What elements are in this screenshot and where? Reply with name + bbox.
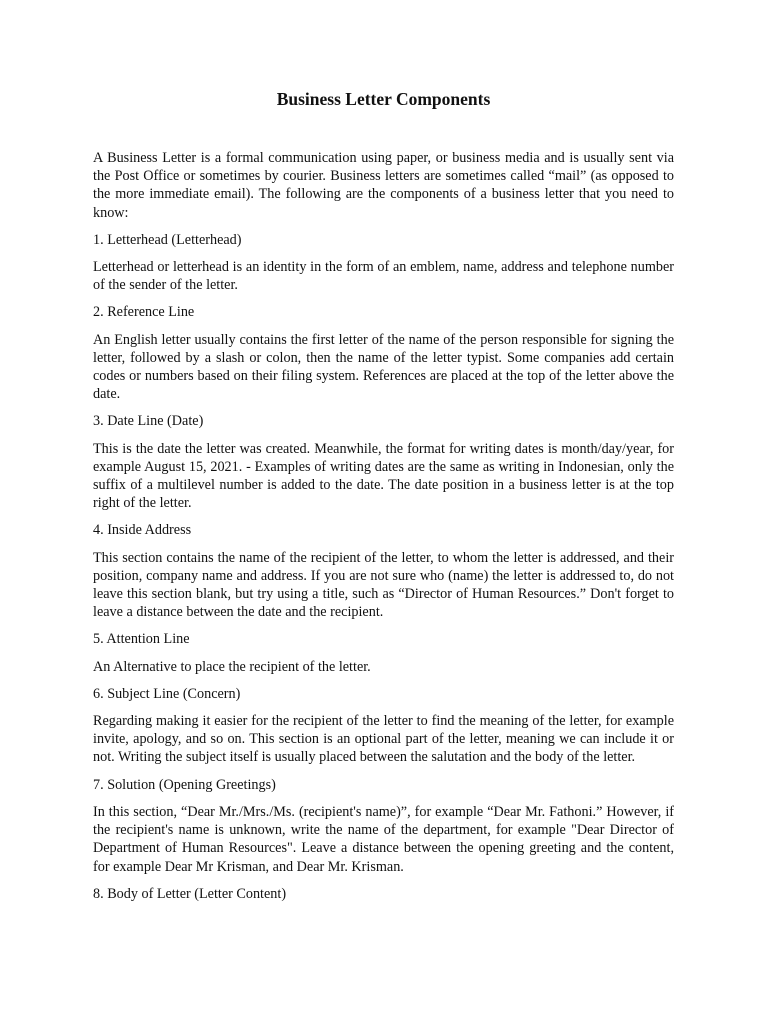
section-heading-reference-line: 2. Reference Line [93, 304, 195, 321]
section-heading-body-of-letter: 8. Body of Letter (Letter Content) [93, 885, 287, 902]
section-heading-letterhead: 1. Letterhead (Letterhead) [93, 231, 242, 248]
section-heading-opening-greetings: 7. Solution (Opening Greetings) [93, 776, 276, 793]
section-paragraph-inside-address: This section contains the name of the recipient of the letter, to whom the letter is addressed, and their position, company name and address. If you are not sure who (name) the letter is addressed to, do not leave this section blank, but try using a title, such as “Director of Human Resources.” Don't forget to leave a distance between the date and the recipient. [93, 549, 674, 621]
section-paragraph-reference-line: An English letter usually contains the first letter of the name of the person responsible for signing the letter, followed by a slash or colon, then the name of the letter typist. Some companies add certain codes or numbers based on their filing system. References are placed at the top of the letter above the date. [93, 331, 674, 403]
section-heading-inside-address: 4. Inside Address [93, 522, 192, 539]
section-paragraph-attention-line: An Alternative to place the recipient of the letter. [93, 658, 371, 675]
section-paragraph-subject-line: Regarding making it easier for the recipient of the letter to find the meaning of the letter, for example invite, apology, and so on. This section is an optional part of the letter, meaning we can include it or not. Writing the subject itself is usually placed between the salutation and the body of the letter. [93, 713, 674, 766]
section-paragraph-opening-greetings: In this section, “Dear Mr./Mrs./Ms. (recipient's name)”, for example “Dear Mr. Fathoni.” However, if the recipient's name is unknown, write the name of the department, for example "Dear Director of Department of Human Resources". Leave a distance between the opening greeting and the content, for example Dear Mr Krisman, and Dear Mr. Krisman. [93, 803, 674, 875]
section-heading-attention-line: 5. Attention Line [93, 631, 190, 648]
document-title: Business Letter Components [276, 89, 491, 109]
section-heading-subject-line: 6. Subject Line (Concern) [93, 685, 241, 702]
section-paragraph-date-line: This is the date the letter was created. Meanwhile, the format for writing dates is month/day/year, for example August 15, 2021. - Examples of writing dates are the same as writing in Indonesian, only the suffix of a multilevel number is added to the date. The date position in a business letter is at the top right of the letter. [93, 440, 674, 512]
intro-paragraph: A Business Letter is a formal communication using paper, or business media and is usually sent via the Post Office or sometimes by courier. Business letters are sometimes called “mail” (as opposed to the more immediate email). The following are the components of a business letter that you need to know: [93, 150, 674, 221]
section-heading-date-line: 3. Date Line (Date) [93, 413, 204, 430]
section-paragraph-letterhead: Letterhead or letterhead is an identity in the form of an emblem, name, address and telephone number of the sender of the letter. [93, 259, 674, 294]
